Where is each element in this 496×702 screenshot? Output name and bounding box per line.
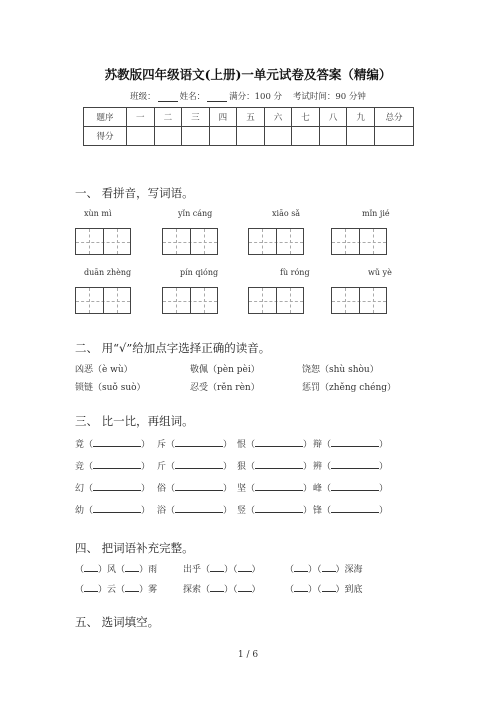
char: 斤 xyxy=(157,462,167,472)
score-cell xyxy=(319,127,347,146)
writing-grid[interactable] xyxy=(162,228,218,255)
answer-blank[interactable] xyxy=(331,504,379,513)
idiom-char: 云 xyxy=(107,585,117,595)
char: 坚 xyxy=(237,484,247,494)
score-table xyxy=(83,107,414,146)
score-table-header-row xyxy=(84,108,414,127)
char: 竞 xyxy=(75,462,85,472)
answer-blank[interactable] xyxy=(93,460,141,469)
compare-item[interactable]: 辨（ ） xyxy=(313,462,389,472)
char: 辩 xyxy=(313,440,323,450)
page-title: 苏教版四年级语文(上册)一单元试卷及答案（精编） xyxy=(104,67,392,82)
answer-blank[interactable] xyxy=(294,563,308,572)
pinyin-label: mǐn jié xyxy=(362,209,390,218)
answer-blank[interactable] xyxy=(331,460,379,469)
char: 辨 xyxy=(313,462,323,472)
writing-grid[interactable] xyxy=(331,228,387,255)
page-number: 1 / 6 xyxy=(237,650,259,660)
pinyin-label: wǔ yè xyxy=(368,268,392,277)
answer-blank[interactable] xyxy=(238,563,252,572)
answer-blank[interactable] xyxy=(93,482,141,491)
idiom-char: 深海 xyxy=(344,565,363,575)
table-cell: 八 xyxy=(319,108,347,127)
idiom-char: 探索 xyxy=(183,585,202,595)
answer-blank[interactable] xyxy=(175,460,223,469)
writing-grid[interactable] xyxy=(75,287,131,314)
pinyin-label: duān zhèng xyxy=(84,268,132,277)
char: 竟 xyxy=(75,440,85,450)
compare-item[interactable]: 辩（ ） xyxy=(313,440,389,450)
char: 竖 xyxy=(237,506,247,516)
idiom-char: 风 xyxy=(107,565,117,575)
compare-item[interactable]: 幻（ ） xyxy=(75,484,151,494)
idiom-item[interactable]: （ ）风（ ）雨 xyxy=(75,565,158,575)
idiom-item[interactable]: （ ）（ ）深海 xyxy=(285,565,363,575)
idiom-item[interactable]: 探索（ ）（ ） xyxy=(183,585,261,595)
table-cell: 三 xyxy=(182,108,210,127)
score-table-score-row xyxy=(84,127,414,146)
answer-blank[interactable] xyxy=(238,583,252,592)
answer-blank[interactable] xyxy=(322,563,336,572)
reading-item[interactable]: 敬佩（pèn pèi） xyxy=(190,365,260,375)
name-blank xyxy=(207,92,227,102)
pinyin-label: yǐn cáng xyxy=(178,209,213,218)
answer-blank[interactable] xyxy=(255,460,303,469)
answer-blank[interactable] xyxy=(210,583,224,592)
score-cell xyxy=(292,127,320,146)
section-1-heading: 一、 看拼音，写词语。 xyxy=(75,186,194,200)
writing-grid[interactable] xyxy=(248,228,304,255)
table-cell: 二 xyxy=(154,108,182,127)
section-5-heading: 五、 选词填空。 xyxy=(75,615,160,629)
table-cell: 题序 xyxy=(84,108,127,127)
score-cell xyxy=(182,127,210,146)
compare-item[interactable]: 斥（ ） xyxy=(157,440,233,450)
compare-item[interactable]: 锋（ ） xyxy=(313,506,389,516)
class-blank xyxy=(158,92,178,102)
answer-blank[interactable] xyxy=(175,504,223,513)
section-3-heading: 三、 比一比，再组词。 xyxy=(75,414,194,428)
table-cell: 九 xyxy=(347,108,375,127)
char: 浴 xyxy=(157,506,167,516)
answer-blank[interactable] xyxy=(84,563,98,572)
answer-blank[interactable] xyxy=(255,438,303,447)
answer-blank[interactable] xyxy=(125,583,139,592)
idiom-item[interactable]: （ ）（ ）到底 xyxy=(285,585,363,595)
answer-blank[interactable] xyxy=(331,482,379,491)
compare-item[interactable]: 坚（ ） xyxy=(237,484,313,494)
char: 恨 xyxy=(237,440,247,450)
reading-item[interactable]: 忍受（rěn rèn） xyxy=(190,383,260,393)
compare-item[interactable]: 竟（ ） xyxy=(75,440,151,450)
idiom-item[interactable]: 出乎（ ）（ ） xyxy=(183,565,261,575)
table-cell: 四 xyxy=(209,108,237,127)
table-cell: 五 xyxy=(237,108,265,127)
score-cell xyxy=(375,127,414,146)
name-label: 姓名： xyxy=(179,92,206,102)
answer-blank[interactable] xyxy=(175,482,223,491)
char: 狠 xyxy=(237,462,247,472)
answer-blank[interactable] xyxy=(93,504,141,513)
reading-item[interactable]: 凶恶（è wù） xyxy=(75,365,133,375)
score-cell xyxy=(127,127,155,146)
answer-blank[interactable] xyxy=(175,438,223,447)
answer-blank[interactable] xyxy=(255,504,303,513)
compare-item[interactable]: 幼（ ） xyxy=(75,506,151,516)
score-cell xyxy=(347,127,375,146)
table-cell: 总分 xyxy=(375,108,414,127)
answer-blank[interactable] xyxy=(331,438,379,447)
answer-blank[interactable] xyxy=(322,583,336,592)
idiom-char: 出乎 xyxy=(183,565,202,575)
compare-item[interactable]: 竖（ ） xyxy=(237,506,313,516)
table-cell: 七 xyxy=(292,108,320,127)
idiom-char: 雾 xyxy=(148,585,158,595)
compare-item[interactable]: 狠（ ） xyxy=(237,462,313,472)
score-cell xyxy=(237,127,265,146)
table-cell: 一 xyxy=(127,108,155,127)
score-cell xyxy=(154,127,182,146)
writing-grid[interactable] xyxy=(331,287,387,314)
idiom-item[interactable]: （ ）云（ ）雾 xyxy=(75,585,158,595)
idiom-char: 到底 xyxy=(344,585,363,595)
compare-item[interactable]: 斤（ ） xyxy=(157,462,233,472)
table-cell: 六 xyxy=(264,108,292,127)
pinyin-label: xiāo sǎ xyxy=(272,209,301,218)
answer-blank[interactable] xyxy=(255,482,303,491)
reading-item[interactable]: 饶恕（shù shòu） xyxy=(302,365,379,375)
section-4-heading: 四、 把词语补充完整。 xyxy=(75,541,194,555)
reading-item[interactable]: 锁链（suǒ suò） xyxy=(75,383,146,393)
compare-item[interactable]: 竞（ ） xyxy=(75,462,151,472)
idiom-char: 雨 xyxy=(148,565,158,575)
writing-grid[interactable] xyxy=(162,287,218,314)
answer-blank[interactable] xyxy=(125,563,139,572)
char: 幻 xyxy=(75,484,85,494)
answer-blank[interactable] xyxy=(210,563,224,572)
exam-meta xyxy=(0,90,496,102)
table-cell: 得分 xyxy=(84,127,127,146)
compare-item[interactable]: 俗（ ） xyxy=(157,484,233,494)
char: 锋 xyxy=(313,506,323,516)
writing-grid[interactable] xyxy=(248,287,304,314)
char: 斥 xyxy=(157,440,167,450)
score-cell xyxy=(264,127,292,146)
score-cell xyxy=(209,127,237,146)
compare-item[interactable]: 浴（ ） xyxy=(157,506,233,516)
answer-blank[interactable] xyxy=(294,583,308,592)
compare-item[interactable]: 峰（ ） xyxy=(313,484,389,494)
pinyin-label: pín qióng xyxy=(180,268,219,277)
pinyin-label: xùn mì xyxy=(84,209,112,218)
char: 俗 xyxy=(157,484,167,494)
class-label: 班级： xyxy=(130,92,156,102)
section-2-heading: 二、 用“√”给加点字选择正确的读音。 xyxy=(75,341,271,355)
char: 峰 xyxy=(313,484,323,494)
char: 幼 xyxy=(75,506,85,516)
answer-blank[interactable] xyxy=(84,583,98,592)
pinyin-label: fù róng xyxy=(280,268,310,277)
exam-time: 考试时间：90 分钟 xyxy=(292,92,366,102)
compare-item[interactable]: 恨（ ） xyxy=(237,440,313,450)
reading-item[interactable]: 惩罚（zhěng chéng） xyxy=(302,383,397,393)
answer-blank[interactable] xyxy=(93,438,141,447)
full-score: 满分：100 分 xyxy=(229,92,283,102)
writing-grid[interactable] xyxy=(75,228,131,255)
